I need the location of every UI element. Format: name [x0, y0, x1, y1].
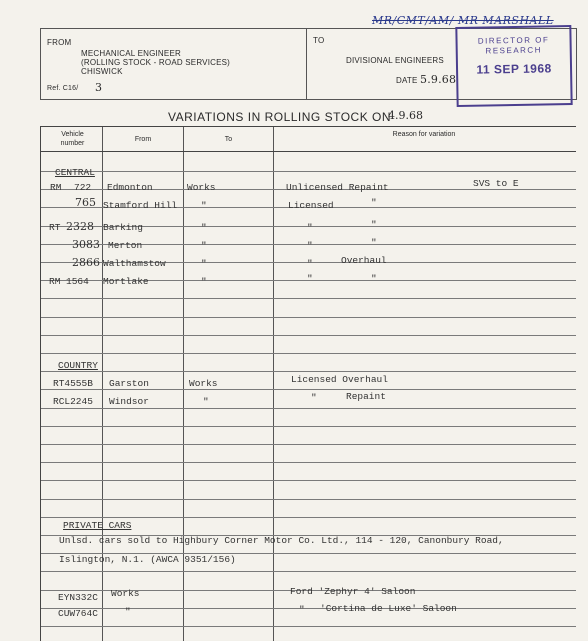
vehicle-prefix: RM [49, 276, 61, 287]
ref-label: Ref. C16/ [47, 85, 79, 92]
to-cell: " [203, 396, 209, 407]
ruled-line [41, 389, 576, 390]
reason-cell: 'Cortina de Luxe' Saloon [320, 603, 457, 614]
vehicle-prefix: RM [50, 182, 62, 193]
reason-ditto: " [371, 273, 377, 284]
from-line-1: MECHANICAL ENGINEER [81, 49, 181, 58]
to-cell: " [201, 200, 207, 211]
ruled-line [41, 317, 576, 318]
ruled-line [41, 298, 576, 299]
ruled-line [41, 626, 576, 627]
ruled-line [41, 462, 576, 463]
reason-cell: " [307, 240, 313, 251]
ruled-line [41, 426, 576, 427]
ruled-line [41, 408, 576, 409]
reason-ditto: " [371, 219, 377, 230]
vehicle-prefix: RT [49, 222, 61, 233]
date-label: DATE [396, 76, 418, 85]
header-rule [41, 151, 576, 152]
from-line-2: (ROLLING STOCK - ROAD SERVICES) [81, 58, 231, 67]
vehicle-number: EYN332C [58, 592, 98, 603]
col-header-vehicle-2: number [60, 140, 85, 147]
section-private-cars: PRIVATE CARS [63, 520, 132, 531]
stamp-line-2: RESEARCH [485, 45, 543, 56]
ruled-line [41, 444, 576, 445]
reason-cell: Unlicensed Repaint [286, 182, 389, 193]
to-cell: " [201, 240, 207, 251]
to-cell: Works [189, 378, 218, 389]
reason-ditto: " [371, 197, 377, 208]
vehicle-number: RT4555B [53, 378, 93, 389]
from-cell: Edmonton [107, 182, 153, 193]
stamp-date: 11 SEP 1968 [476, 61, 552, 77]
from-cell: Garston [109, 378, 149, 389]
to-cell: Works [187, 182, 216, 193]
from-cell: Walthamstow [103, 258, 166, 269]
from-cell: Barking [103, 222, 143, 233]
vehicle-number: 2866 [72, 256, 100, 269]
col-header-vehicle-1: Vehicle [61, 131, 84, 138]
from-cell: Mortlake [103, 276, 149, 287]
date-value: 5.9.68 [420, 73, 457, 86]
to-cell: " [201, 276, 207, 287]
vehicle-number: CUW764C [58, 608, 98, 619]
section-central: CENTRAL [55, 167, 95, 178]
vehicle-number: 722 [74, 182, 92, 193]
col-header-reason: Reason for variation [392, 131, 456, 138]
reason-cell: " [307, 258, 313, 269]
ruled-line [41, 480, 576, 481]
section-country: COUNTRY [58, 360, 98, 371]
reason-ditto: " [299, 604, 305, 615]
reason-cell: " [307, 273, 313, 284]
column-divider [273, 127, 274, 641]
handwritten-routing: MR/CMT/AM/ MR MARSHALL [372, 14, 554, 27]
vehicle-number: RCL2245 [53, 396, 93, 407]
reason-note: Overhaul [341, 255, 387, 266]
vehicle-number: 1564 [66, 276, 89, 287]
header-divider [306, 29, 307, 99]
vehicle-number: 765 [75, 196, 96, 209]
reason-cell: " [311, 392, 317, 403]
note-line-2: Islington, N.1. (AWCA 9351/156) [59, 554, 236, 565]
stamp-line-1: DIRECTOR OF [477, 35, 550, 46]
from-cell: Merton [108, 240, 143, 251]
reason-cell: " [307, 222, 313, 233]
vehicle-number: 3083 [72, 238, 100, 251]
vehicle-number: 2328 [66, 220, 94, 233]
col-header-to: To [224, 136, 233, 143]
from-line-3: CHISWICK [81, 67, 123, 76]
reason-ditto: " [371, 237, 377, 248]
reason-cell: Licensed [288, 200, 334, 211]
ruled-line [41, 499, 576, 500]
ruled-line [41, 371, 576, 372]
ruled-line [41, 335, 576, 336]
ruled-line [41, 353, 576, 354]
from-cell: Works [111, 588, 140, 599]
to-value: DIVISIONAL ENGINEERS [346, 56, 444, 65]
form-title: VARIATIONS IN ROLLING STOCK ON [168, 110, 392, 124]
reason-cell: Licensed Overhaul [291, 374, 388, 385]
ruled-line [41, 171, 576, 172]
to-cell: " [201, 222, 207, 233]
ruled-line [41, 608, 576, 609]
reason-cell: Ford 'Zephyr 4' Saloon [290, 586, 416, 597]
received-stamp [455, 25, 572, 107]
reason-note: Repaint [346, 391, 386, 402]
variations-table [40, 126, 576, 641]
from-cell: " [125, 606, 131, 617]
ruled-line [41, 517, 576, 518]
to-label: TO [313, 36, 325, 45]
from-cell: Stamford Hill [103, 200, 178, 211]
to-cell: " [201, 258, 207, 269]
reason-note: SVS to E [473, 178, 519, 189]
from-label: FROM [47, 38, 72, 47]
from-cell: Windsor [109, 396, 149, 407]
note-line-1: Unlsd. cars sold to Highbury Corner Motor Co. Ltd., 114 - 120, Canonbury Road, [59, 535, 504, 546]
form-title-date: 4.9.68 [388, 109, 423, 122]
col-header-from: From [134, 136, 152, 143]
ref-number: 3 [95, 81, 103, 94]
ruled-line [41, 571, 576, 572]
